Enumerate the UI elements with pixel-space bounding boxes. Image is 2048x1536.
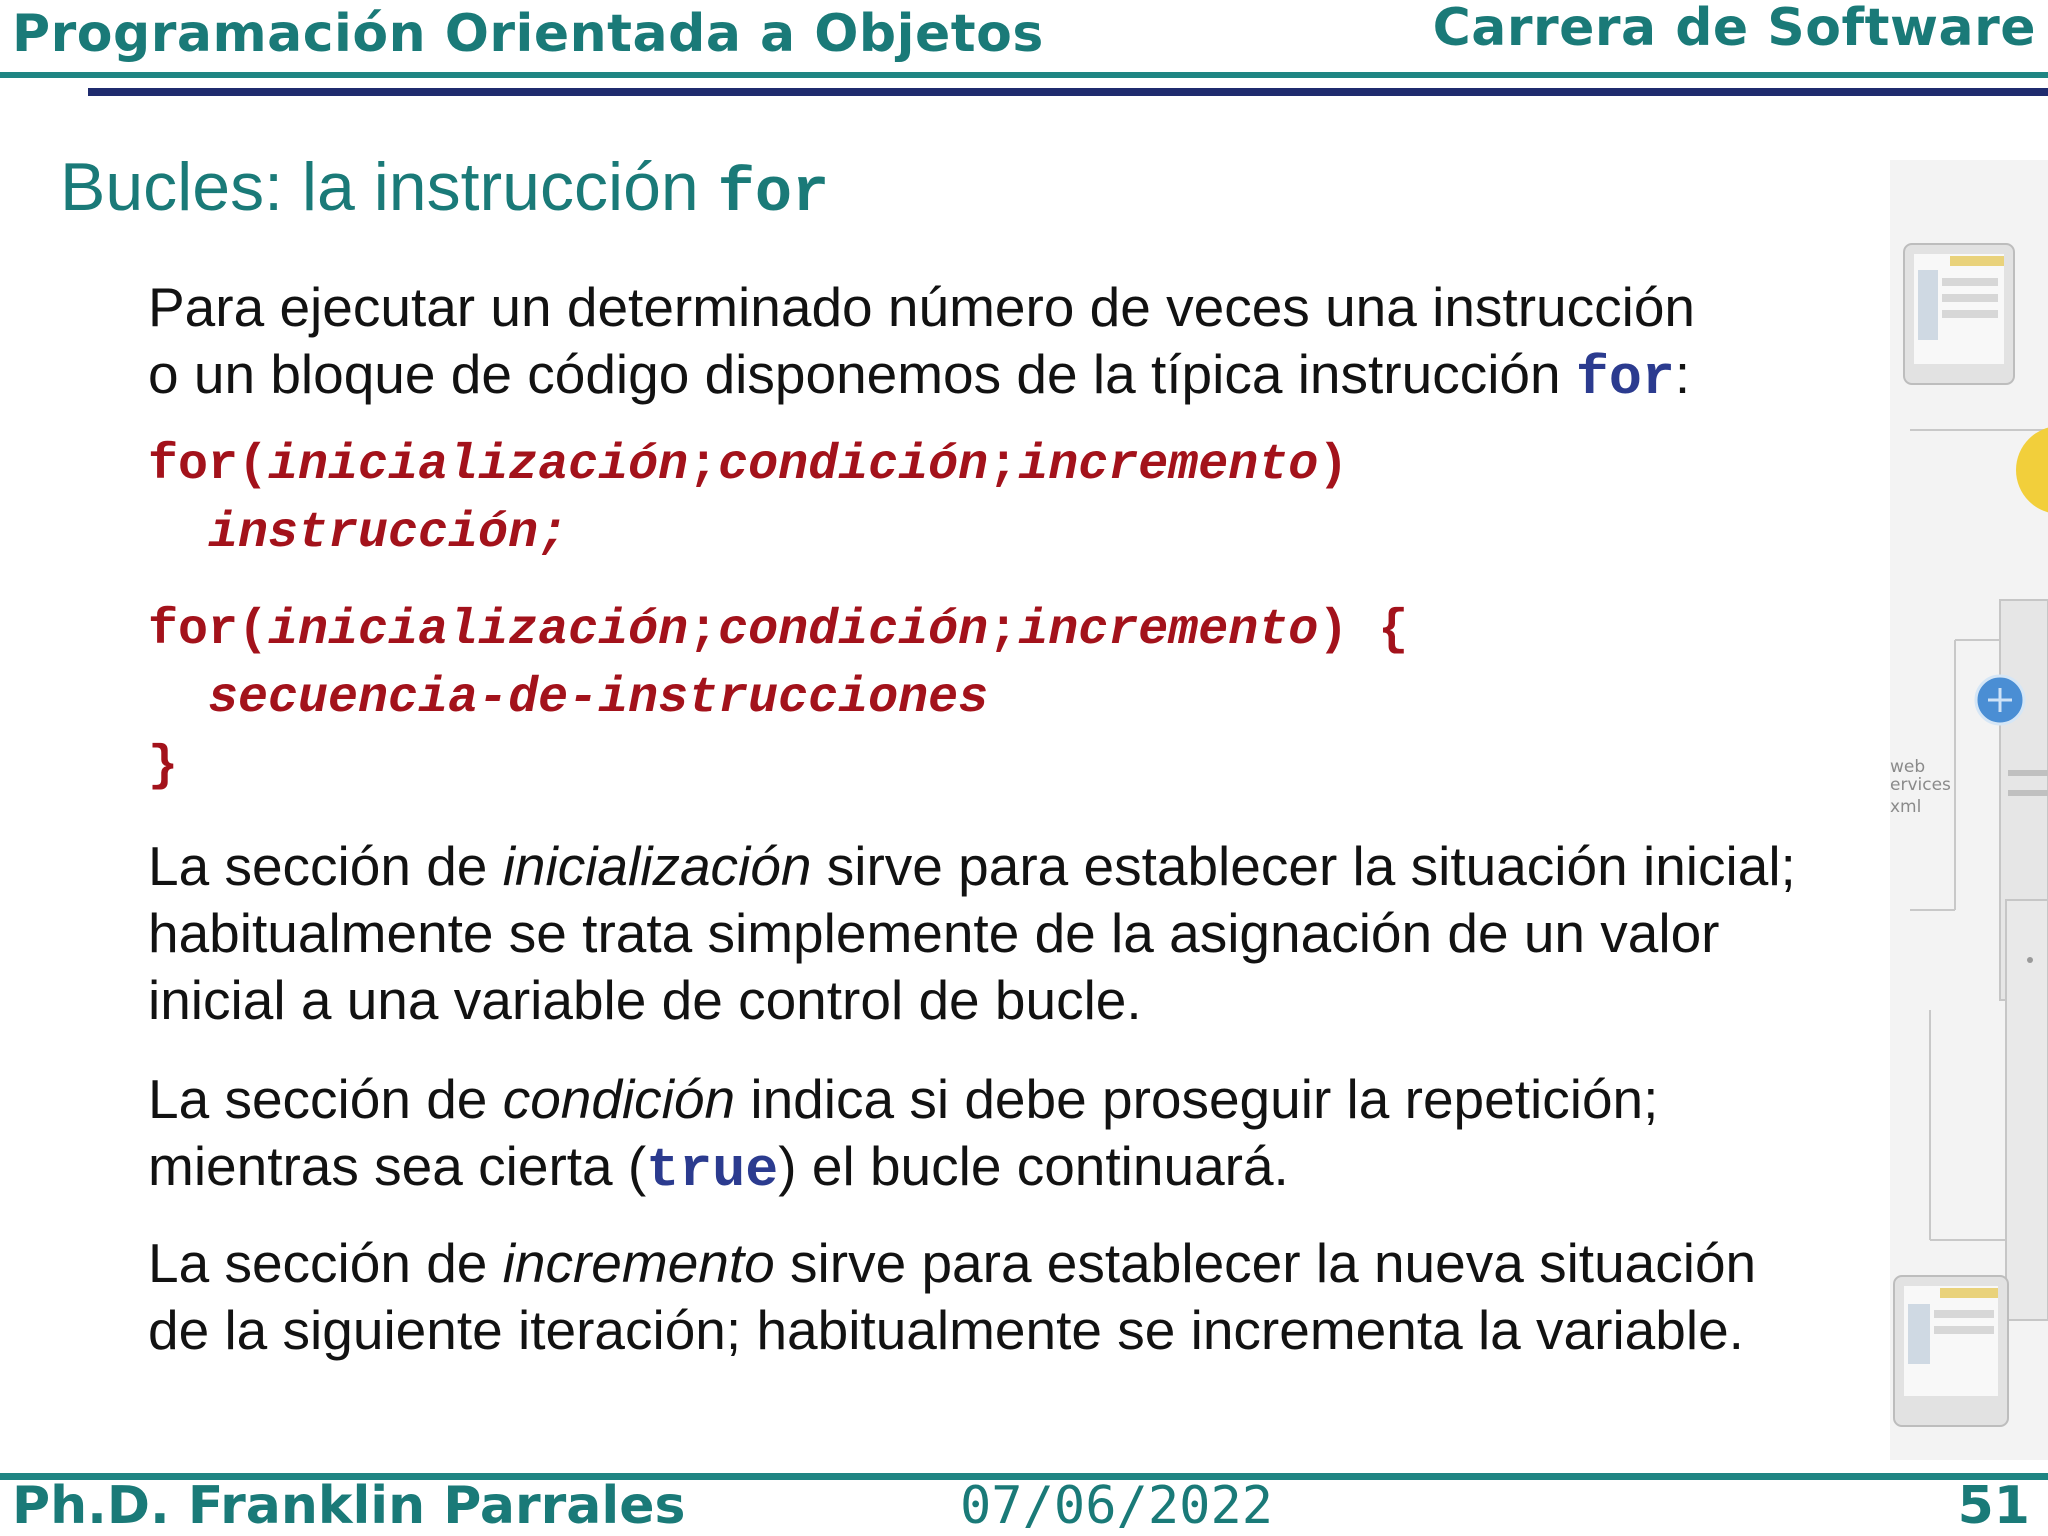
intro-line-2: o un bloque de código disponemos de la típica instrucción for: [148, 343, 1691, 410]
header-divider-teal [0, 72, 2048, 78]
incr-paragraph: La sección de incremento sirve para establecer la nueva situación de la siguiente iteración; habitualmente se incrementa la variable. [148, 1232, 1757, 1361]
server-tower-icon [2006, 900, 2048, 1320]
cond-paragraph: La sección de condición indica si debe proseguir la repetición; mientras sea cierta (true) el bucle continuará. [148, 1068, 1659, 1202]
incr-term: incremento [502, 1232, 775, 1294]
init-paragraph: La sección de inicialización sirve para establecer la situación inicial; habitualmente se trata simplemente de la asignación de un valor inicial a una variable de control de bucle. [148, 835, 1796, 1031]
code-line: instrucción; [208, 505, 569, 562]
code-line: } [148, 738, 179, 795]
svg-text:ervices: ervices [1890, 775, 1951, 795]
footer-author: Ph.D. Franklin Parrales [12, 1476, 686, 1536]
computer-monitor-icon [1894, 1276, 2008, 1426]
code-block-single [148, 432, 1348, 568]
code-line: for(inicialización;condición;incremento) [148, 437, 1349, 494]
svg-text:xml: xml [1890, 797, 1922, 817]
plus-icon [1976, 676, 2024, 724]
code-line: for(inicialización;condición;incremento) { [148, 602, 1409, 659]
course-title: Programación Orientada a Objetos [12, 4, 1044, 64]
code-line: secuencia-de-instrucciones [208, 670, 989, 727]
side-network-illustration [1890, 160, 2048, 1460]
true-keyword: true [646, 1139, 779, 1202]
code-block-multi [148, 597, 1408, 801]
intro-paragraph [148, 274, 1695, 412]
slide-title [60, 148, 829, 229]
init-term: inicialización [502, 835, 812, 897]
computer-monitor-icon [1904, 244, 2014, 384]
intro-keyword: for [1575, 347, 1675, 410]
program-title: Carrera de Software [1432, 0, 2036, 58]
intro-line-1: Para ejecutar un determinado número de veces una instrucción [148, 276, 1696, 338]
slide-title-keyword: for [717, 158, 830, 229]
slide-title-text: Bucles: la instrucción [60, 149, 718, 225]
cond-term: condición [502, 1068, 736, 1130]
svg-text:web: web [1890, 757, 1926, 777]
footer-date: 07/06/2022 [960, 1476, 1274, 1536]
page-number: 51 [1957, 1476, 2030, 1536]
header-divider-navy [88, 88, 2048, 96]
